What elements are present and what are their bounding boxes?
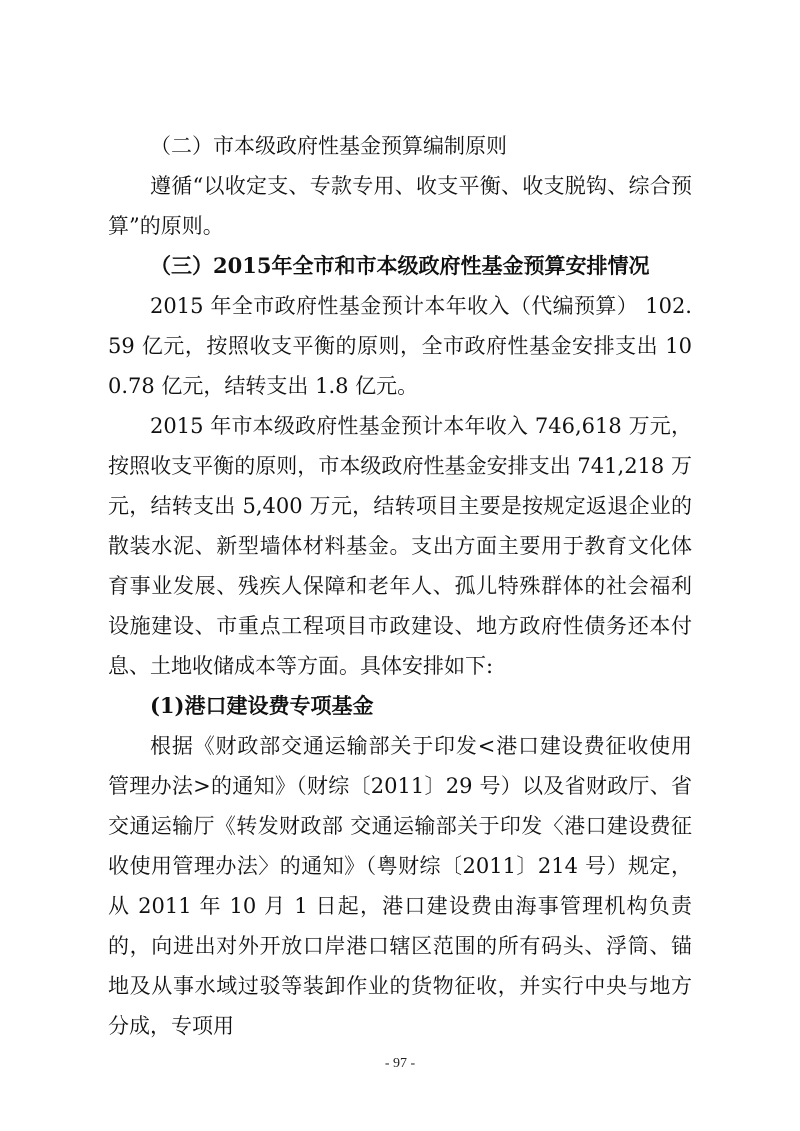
document-body — [108, 126, 692, 1046]
paragraph-port-fund: 根据《财政部交通运输部关于印发<港口建设费征收使用管理办法>的通知》（财综〔2011〕29 号）以及省财政厅、省交通运输厅《转发财政部 交通运输部关于印发〈港口建设费征收使用管理办法〉的通知》（粤财综〔2011〕214 号）规定，从 2011 年 10 月 1 日起，港口建设费由海事管理机构负责的，向进出对外开放口岸港口辖区范围的所有码头、浮筒、锚地及从事水域过驳等装卸作业的货物征收，并实行中央与地方分成，专项用 — [108, 734, 692, 1038]
section-heading-3: （三）2015年全市和市本级政府性基金预算安排情况 — [150, 253, 650, 278]
paragraph-municipal-fund: 2015 年市本级政府性基金预计本年收入 746,618 万元，按照收支平衡的原则，市本级政府性基金安排支出 741,218 万元，结转支出 5,400 万元，结转项目主要是按规定返退企业的散装水泥、新型墙体材料基金。支出方面主要用于教育文化体育事业发展、残疾人保障和老年人、孤儿特殊群体的社会福利设施建设、市重点工程项目市政建设、地方政府性债务还本付息、土地收储成本等方面。具体安排如下: — [108, 414, 692, 678]
page-number: - 97 - — [384, 1056, 416, 1071]
paragraph-citywide-fund: 2015 年全市政府性基金预计本年收入（代编预算） 102.59 亿元，按照收支平衡的原则，全市政府性基金安排支出 100.78 亿元，结转支出 1.8 亿元。 — [108, 294, 692, 398]
paragraph-principle: 遵循“以收定支、专款专用、收支平衡、收支脱钩、综合预算”的原则。 — [108, 174, 692, 238]
item-heading-port-fund: (1)港口建设费专项基金 — [150, 693, 374, 718]
section-heading-2: （二）市本级政府性基金预算编制原则 — [150, 134, 507, 158]
